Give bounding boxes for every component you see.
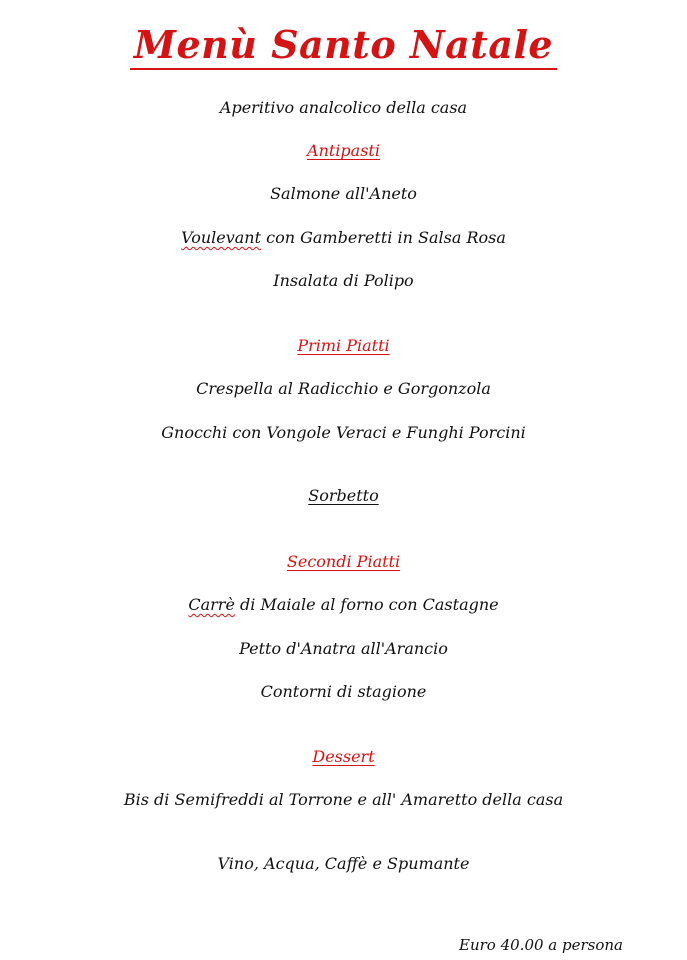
spellcheck-word: Voulevant (181, 228, 262, 247)
antipasti-item-1: Salmone all'Aneto (270, 184, 417, 203)
bevande-line: Vino, Acqua, Caffè e Spumante (217, 854, 470, 873)
dessert-item-1: Bis di Semifreddi al Torrone e all' Amaretto della casa (123, 790, 564, 809)
antipasti-item-2: Voulevant con Gamberetti in Salsa Rosa (181, 228, 506, 247)
menu-title-text: Menù Santo Natale (130, 23, 557, 70)
primi-item-2: Gnocchi con Vongole Veraci e Funghi Porcini (161, 423, 526, 442)
secondi-item-3: Contorni di stagione (260, 682, 427, 701)
menu-title (0, 22, 687, 70)
primi-heading: Primi Piatti (297, 336, 390, 355)
price-line: Euro 40.00 a persona (459, 936, 623, 954)
aperitivo-line: Aperitivo analcolico della casa (219, 98, 468, 117)
secondi-heading: Secondi Piatti (286, 552, 401, 571)
secondi-item-1: Carrè di Maiale al forno con Castagne (188, 595, 499, 614)
dessert-heading: Dessert (312, 747, 375, 766)
antipasti-item-3: Insalata di Polipo (273, 271, 414, 290)
secondi-item-2: Petto d'Anatra all'Arancio (239, 639, 448, 658)
primi-item-1: Crespella al Radicchio e Gorgonzola (196, 379, 491, 398)
spellcheck-word: Carrè (188, 595, 235, 614)
sorbetto-line: Sorbetto (308, 486, 379, 505)
antipasti-heading: Antipasti (307, 141, 380, 160)
